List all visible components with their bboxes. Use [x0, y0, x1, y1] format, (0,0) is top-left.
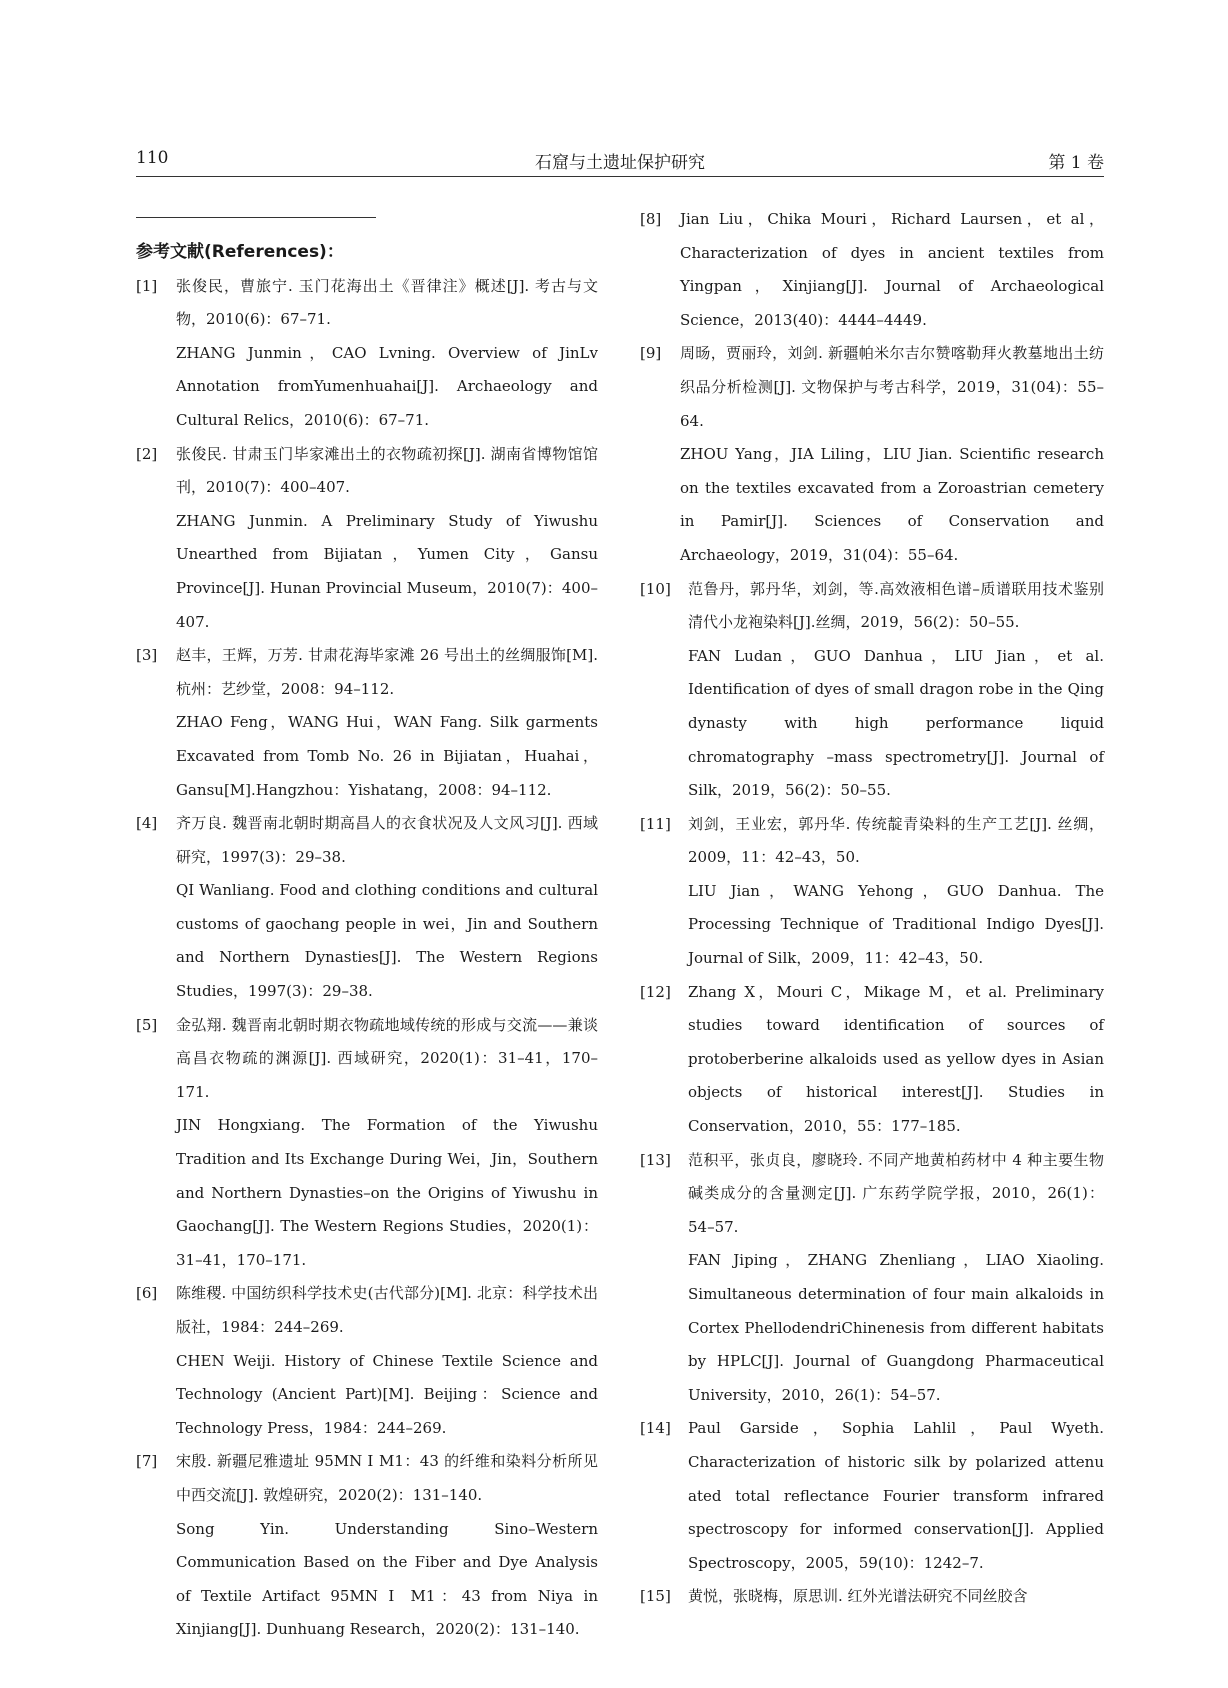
reference-item: [640, 337, 1104, 572]
reference-text-cn: 刘剑，王业宏，郭丹华. 传统靛青染料的生产工艺[J]. 丝绸，2009，11：42–43，50.: [688, 814, 1104, 867]
reference-number: [3]: [136, 646, 158, 665]
reference-number: [8]: [640, 210, 662, 228]
reference-number: [15]: [640, 1587, 671, 1606]
right-column: [640, 203, 1104, 1614]
reference-item: [640, 1412, 1104, 1580]
reference-number: [6]: [136, 1284, 158, 1303]
reference-number: [7]: [136, 1452, 158, 1471]
reference-text-en: LIU Jian，WANG Yehong，GUO Danhua. The Processing Technique of Traditional Indigo Dyes[J]. Journal of Silk，2009，11：42–43，50.: [688, 881, 1104, 968]
reference-text-cn: 范鲁丹，郭丹华，刘剑，等.高效液相色谱–质谱联用技术鉴别清代小龙袍染料[J].丝绸，2019，56(2)：50–55.: [688, 579, 1104, 632]
reference-text-en: FAN Ludan，GUO Danhua，LIU Jian，et al. Identification of dyes of small dragon robe in the Qing dynasty with high performance liquid chromatography –mass spectrometry[J]. Journal of Silk，2019，56(2)：50–55.: [688, 646, 1104, 800]
reference-item: [136, 438, 598, 640]
reference-number: [4]: [136, 814, 158, 833]
reference-text-cn: 宋殷. 新疆尼雅遗址 95MN Ⅰ M1：43 的纤维和染料分析所见中西交流[J]. 敦煌研究，2020(2)：131–140.: [176, 1452, 598, 1504]
reference-text-en: Zhang X，Mouri C，Mikage M，et al. Preliminary studies toward identification of sources of protoberberine alkaloids used as yellow dyes in Asian objects of historical interest[J]. Studies in Conservation，2010，55：177–185.: [688, 982, 1104, 1136]
reference-item: [136, 270, 598, 438]
reference-text-cn: 赵丰，王辉，万芳. 甘肃花海毕家滩 26 号出土的丝绸服饰[M]. 杭州：艺纱堂，2008：94–112.: [176, 646, 598, 698]
reference-text-en: QI Wanliang. Food and clothing conditions and cultural customs of gaochang people in wei，Jin and Southern and Northern Dynasties[J]. The Western Regions Studies，1997(3)：29–38.: [176, 881, 598, 1001]
volume-label: 第 1 卷: [1048, 153, 1104, 173]
reference-item: [640, 1144, 1104, 1413]
reference-number: [2]: [136, 444, 158, 463]
reference-text-en: FAN Jiping，ZHANG Zhenliang，LIAO Xiaoling. Simultaneous determination of four main alkaloids in Cortex PhellodendriChinenesis from different habitats by HPLC[J]. Journal of Guangdong Pharmaceutical University，2010，26(1)：54–57.: [688, 1251, 1104, 1404]
reference-text-en: JIN Hongxiang. The Formation of the Yiwushu Tradition and Its Exchange During Wei，Jin，Southern and Northern Dynasties–on the Origins of Yiwushu in Gaochang[J]. The Western Regions Studies，2020(1)：31–41，170–171.: [176, 1116, 598, 1269]
reference-item: [640, 976, 1104, 1144]
reference-number: [9]: [640, 344, 662, 363]
reference-number: [11]: [640, 814, 671, 833]
reference-number: [13]: [640, 1150, 671, 1169]
reference-text-en: Jian Liu，Chika Mouri，Richard Laursen，et al，Characterization of dyes in ancient textiles from Yingpan，Xinjiang[J]. Journal of Archaeological Science，2013(40)：4444–4449.: [680, 210, 1104, 329]
reference-text-cn: 金弘翔. 魏晋南北朝时期衣物疏地域传统的形成与交流——兼谈高昌衣物疏的渊源[J]. 西域研究，2020(1)：31–41，170–171.: [176, 1015, 598, 1101]
reference-item: [136, 1445, 598, 1647]
reference-item: [640, 203, 1104, 337]
reference-text-en: ZHANG Junmin. A Preliminary Study of Yiwushu Unearthed from Bijiatan，Yumen City，Gansu Province[J]. Hunan Provincial Museum，2010(7)：400–407.: [176, 511, 598, 631]
reference-item: [136, 1277, 598, 1445]
reference-number: [12]: [640, 982, 671, 1001]
reference-text-cn: 周旸，贾丽玲，刘剑. 新疆帕米尔吉尔赞喀勒拜火教墓地出土纺织品分析检测[J]. 文物保护与考古科学，2019，31(04)：55–64.: [680, 344, 1104, 430]
reference-number: [5]: [136, 1015, 158, 1034]
reference-item: [640, 808, 1104, 976]
page-number: 110: [136, 148, 169, 168]
reference-text-en: Song Yin. Understanding Sino–Western Communication Based on the Fiber and Dye Analysis of Textile Artifact 95MN Ⅰ M1：43 from Niya in Xinjiang[J]. Dunhuang Research，2020(2)：131–140.: [176, 1519, 598, 1639]
reference-text-en: Paul Garside，Sophia Lahlil，Paul Wyeth. Characterization of historic silk by polarized attenu ated total reflectance Fourier transform infrared spectroscopy for informed conservation[J]. Applied Spectroscopy，2005，59(10)：1242–7.: [688, 1419, 1104, 1572]
reference-number: [14]: [640, 1419, 671, 1438]
reference-text-cn: 张俊民. 甘肃玉门毕家滩出土的衣物疏初探[J]. 湖南省博物馆馆刊，2010(7)：400–407.: [176, 444, 598, 497]
reference-number: [1]: [136, 276, 158, 295]
reference-text-cn: 齐万良. 魏晋南北朝时期高昌人的衣食状况及人文风习[J]. 西域研究，1997(3)：29–38.: [176, 814, 598, 866]
references-heading: 参考文献(References)：: [136, 242, 344, 262]
reference-text-en: ZHANG Junmin，CAO Lvning. Overview of JinLv Annotation fromYumenhuahai[J]. Archaeology and Cultural Relics，2010(6)：67–71.: [176, 343, 598, 429]
left-column: [136, 236, 598, 1647]
reference-item: [640, 573, 1104, 808]
reference-text-en: ZHOU Yang，JIA Liling，LIU Jian. Scientific research on the textiles excavated from a Zoroastrian cemetery in Pamir[J]. Sciences of Conservation and Archaeology，2019，31(04)：55–64.: [680, 445, 1104, 564]
reference-item: [136, 1009, 598, 1278]
reference-text-cn: 张俊民，曹旅宁. 玉门花海出土《晋律注》概述[J]. 考古与文物，2010(6)：67–71.: [176, 276, 598, 329]
reference-item: [136, 807, 598, 1009]
reference-text-cn: 黄悦，张晓梅，原思训. 红外光谱法研究不同丝胶含: [688, 1587, 1028, 1606]
section-divider: [136, 217, 376, 218]
reference-text-en: CHEN Weiji. History of Chinese Textile Science and Technology (Ancient Part)[M]. Beijing：Science and Technology Press，1984：244–269.: [176, 1351, 598, 1437]
reference-item: [640, 1580, 1104, 1614]
page-header: [136, 146, 1104, 180]
reference-item: [136, 639, 598, 807]
journal-title: 石窟与土遗址保护研究: [535, 153, 705, 173]
reference-number: [10]: [640, 579, 671, 598]
reference-text-cn: 陈维稷. 中国纺织科学技术史(古代部分)[M]. 北京：科学技术出版社，1984：244–269.: [176, 1284, 598, 1336]
reference-text-cn: 范积平，张贞良，廖晓玲. 不同产地黄柏药材中 4 种主要生物碱类成分的含量测定[J]. 广东药学院学报，2010，26(1)：54–57.: [688, 1150, 1104, 1236]
reference-text-en: ZHAO Feng，WANG Hui，WAN Fang. Silk garments Excavated from Tomb No. 26 in Bijiatan，Huahai，Gansu[M].Hangzhou：Yishatang，2008：94–112.: [176, 713, 598, 799]
header-rule: [136, 176, 1104, 177]
